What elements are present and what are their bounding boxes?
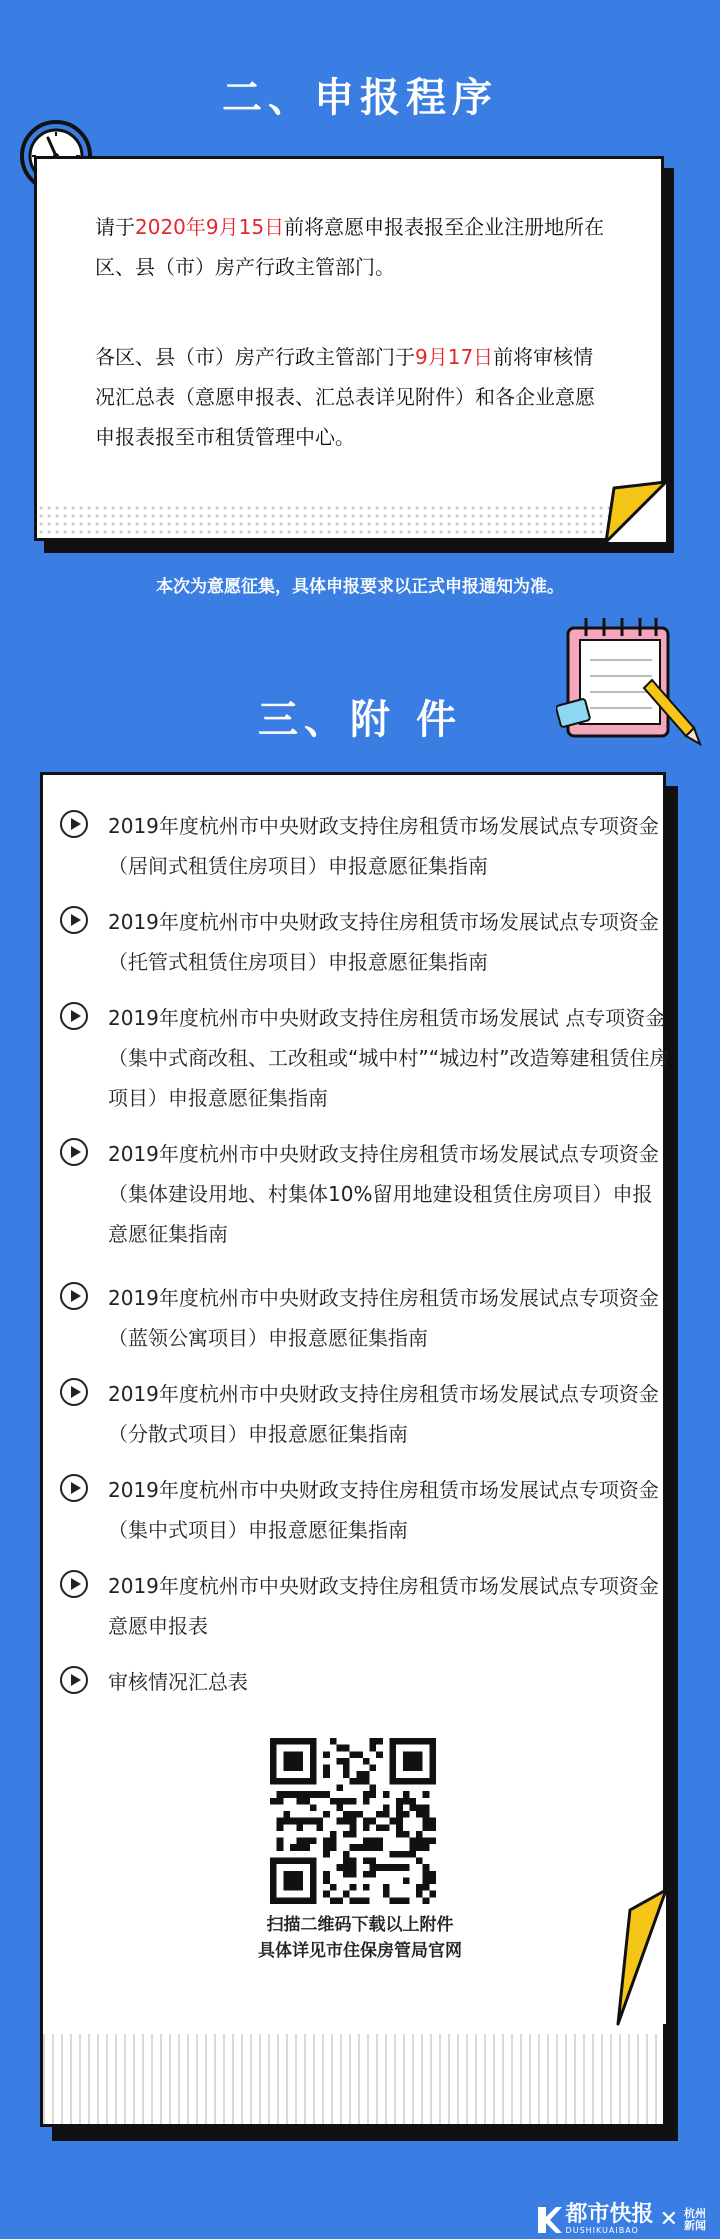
list-item[interactable] [60, 1134, 670, 1254]
list-item[interactable] [60, 1662, 670, 1702]
list-item[interactable] [60, 902, 670, 982]
qr-caption-1: 扫描二维码下载以上附件 [266, 1915, 454, 1935]
procedure-paragraph-1: 请于2020年9月15日前将意愿申报表报至企业注册地所在区、县（市）房产行政主管部门。 [95, 215, 605, 279]
list-item[interactable] [60, 1470, 670, 1550]
list-item[interactable] [60, 806, 670, 886]
attachment-label: 2019年度杭州市中央财政支持住房租赁市场发展试点专项资金（居间式租赁住房项目）申报意愿征集指南 [108, 814, 659, 878]
page-fold-corner [604, 480, 676, 556]
procedure-paragraph-2: 各区、县（市）房产行政主管部门于9月17日前将审核情况汇总表（意愿申报表、汇总表详见附件）和各企业意愿申报表报至市租赁管理中心。 [95, 345, 595, 449]
attachment-label: 2019年度杭州市中央财政支持住房租赁市场发展试 点专项资金（集中式商改租、工改租或“城中村”“城边村”改造筹建租赁住房项目）申报意愿征集指南 [108, 1006, 670, 1110]
brand-logo-icon [536, 2205, 562, 2235]
brand-name: 都市快报 [565, 2202, 654, 2227]
play-icon [60, 1138, 88, 1166]
attachment-label: 2019年度杭州市中央财政支持住房租赁市场发展试点专项资金意愿申报表 [108, 1574, 659, 1638]
brand-partner: 杭州新闻 [684, 2206, 706, 2232]
procedure-title: 二、申报程序 [222, 75, 498, 121]
brand-footer [536, 2204, 708, 2235]
play-icon [60, 1570, 88, 1598]
line-pattern [43, 2034, 663, 2124]
play-icon [60, 810, 88, 838]
qr-code[interactable] [270, 1738, 436, 1904]
attachment-label: 2019年度杭州市中央财政支持住房租赁市场发展试点专项资金（集体建设用地、村集体10%留用地建设租赁住房项目）申报意愿征集指南 [108, 1142, 659, 1246]
list-item[interactable] [60, 1374, 670, 1454]
deadline-date-2: 9月17日 [415, 345, 494, 369]
attachments-title: 三、附 件 [258, 697, 462, 743]
list-item[interactable] [60, 998, 670, 1118]
play-icon [60, 1666, 88, 1694]
attachment-label: 审核情况汇总表 [108, 1670, 248, 1694]
play-icon [60, 1002, 88, 1030]
qr-caption-2: 具体详见市住保房管局官网 [258, 1941, 462, 1961]
play-icon [60, 1282, 88, 1310]
deadline-date-1: 2020年9月15日 [135, 215, 285, 239]
brand-pinyin: DUSHIKUAIBAO [565, 2226, 639, 2235]
dot-pattern [37, 504, 661, 538]
procedure-card [34, 156, 664, 541]
list-item[interactable] [60, 1278, 670, 1358]
brand-divider-cross: ✕ [659, 2207, 678, 2232]
attachment-label: 2019年度杭州市中央财政支持住房租赁市场发展试点专项资金（托管式租赁住房项目）申报意愿征集指南 [108, 910, 659, 974]
play-icon [60, 1474, 88, 1502]
attachment-label: 2019年度杭州市中央财政支持住房租赁市场发展试点专项资金（集中式项目）申报意愿征集指南 [108, 1478, 659, 1542]
play-icon [60, 1378, 88, 1406]
attachment-label: 2019年度杭州市中央财政支持住房租赁市场发展试点专项资金（分散式项目）申报意愿征集指南 [108, 1382, 659, 1446]
play-icon [60, 906, 88, 934]
attachment-label: 2019年度杭州市中央财政支持住房租赁市场发展试点专项资金（蓝领公寓项目）申报意愿征集指南 [108, 1286, 659, 1350]
list-item[interactable] [60, 1566, 670, 1646]
procedure-note: 本次为意愿征集，具体申报要求以正式申报通知为准。 [156, 577, 564, 597]
